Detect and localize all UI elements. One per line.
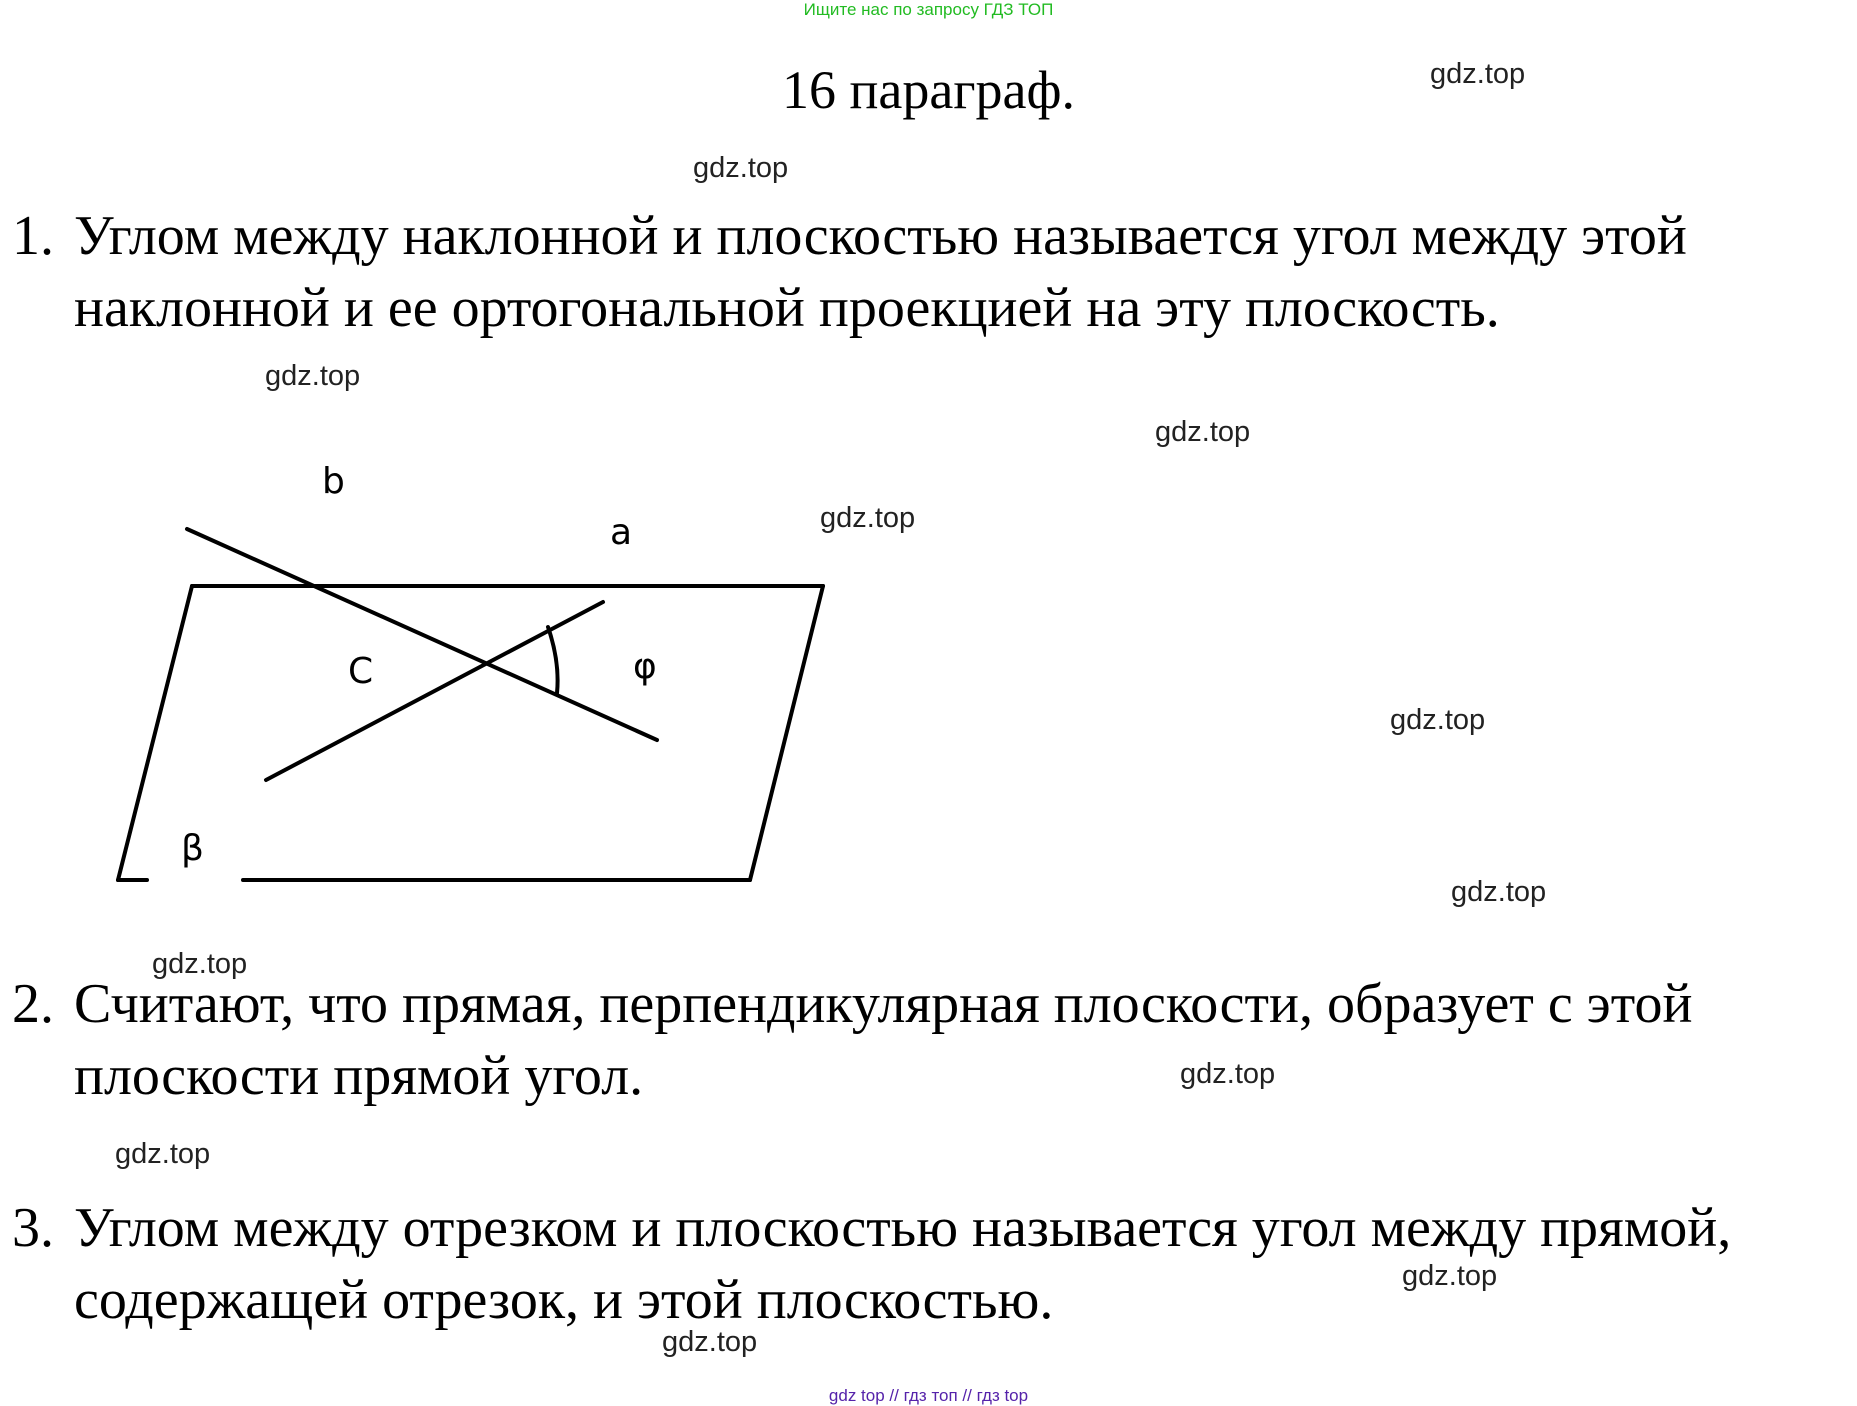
watermark: gdz.top: [820, 502, 916, 534]
watermark: gdz.top: [693, 152, 789, 184]
angle-arc: [548, 627, 558, 693]
watermark: gdz.top: [1390, 704, 1486, 736]
item-text: Углом между наклонной и плоскостью называется угол между этой наклонной и ее ортогональной проекцией на эту плоскость.: [74, 205, 1687, 339]
watermark: gdz.top: [1155, 416, 1251, 448]
item-text: Считают, что прямая, перпендикулярная плоскости, образует с этой плоскости прямой угол.: [74, 973, 1693, 1107]
item-number: 2.: [12, 973, 54, 1035]
watermark: gdz.top: [152, 948, 248, 980]
label-phi: φ: [633, 646, 657, 687]
item-number: 3.: [12, 1197, 54, 1259]
watermark: gdz.top: [115, 1138, 211, 1170]
watermark: gdz.top: [662, 1326, 758, 1358]
watermark: gdz.top: [1402, 1260, 1498, 1292]
label-c: C: [348, 651, 374, 692]
item-text: Углом между отрезком и плоскостью называется угол между прямой, содержащей отрезок, и этой плоскостью.: [74, 1197, 1732, 1331]
watermark: gdz.top: [1430, 58, 1526, 90]
watermark: gdz.top: [1180, 1058, 1276, 1090]
geometry-diagram: [0, 440, 900, 900]
label-a: a: [610, 512, 633, 553]
item-number: 1.: [12, 205, 54, 267]
search-banner: Ищите нас по запросу ГДЗ ТОП: [803, 0, 1054, 19]
plane-right-edge: [750, 586, 823, 880]
page-title: 16 параграф.: [782, 60, 1075, 120]
label-b: b: [322, 461, 345, 502]
label-beta: β: [181, 828, 204, 869]
watermark: gdz.top: [265, 360, 361, 392]
watermark: gdz.top: [1451, 876, 1547, 908]
line-b: [187, 529, 657, 740]
footer-links: gdz top // гдз топ // гдз top: [828, 1386, 1029, 1405]
